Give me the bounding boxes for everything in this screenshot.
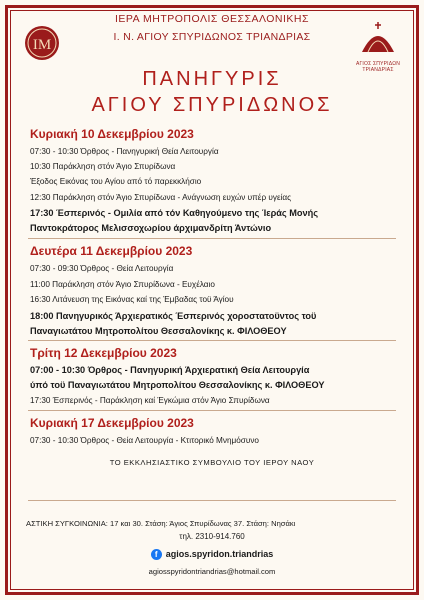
page-title: ΠΑΝΗΓΥΡΙΣ: [142, 68, 282, 90]
logo-caption-1: ΑΓΙΟΣ ΣΠΥΡΙΔΩΝ: [355, 61, 401, 67]
schedule-line: 18:00 Πανηγυρικός Άρχιερατικός Έσπερινός χοροστατοϋντος τοϋ: [30, 311, 317, 321]
phone-number: τηλ. 2310-914.760: [179, 532, 245, 541]
schedule-line: 12:30 Παράκληση στόν Άγιο Σπυρίδωνα - Ανάγνωση ευχών υπέρ υγείας: [30, 193, 292, 202]
day-heading: Τρίτη 12 Δεκεμβρίου 2023: [30, 346, 177, 360]
day-heading: Κυριακή 17 Δεκεμβρίου 2023: [30, 416, 194, 430]
schedule-line: 11:00 Παράκληση στόν Άγιο Σπυρίδωνα - Ευχέλαιο: [30, 280, 215, 289]
email-address[interactable]: agiosspyridontriandrias@hotmail.com: [148, 567, 276, 576]
schedule-line: 07:30 - 10:30 Όρθρος - Πανηγυρική Θεία Λειτουργία: [30, 147, 219, 156]
schedule-line: 10:30 Παράκληση στόν Άγιο Σπυρίδωνα: [30, 162, 176, 171]
facebook-icon: f: [151, 549, 162, 560]
logo-caption-2: ΤΡΙΑΝΔΡΙΑΣ: [362, 67, 394, 73]
schedule-line: 16:30 Λιτάνευση της Εικόνας καί της Έμβαδας τοϋ Άγίου: [30, 295, 234, 304]
transport-info: ΑΣΤΙΚΗ ΣΥΓΚΟΙΝΩΝΙΑ: 17 και 30. Στάση: Άγιος Σπυρίδωνας 37. Στάση: Νησάκι: [26, 519, 296, 528]
schedule-line: 07:30 - 09:30 Όρθρος - Θεία Λειτουργία: [30, 264, 174, 273]
schedule-line: Παντοκράτορος Μελισσοχωρίου άρχιμανδρίτη Άντώνιο: [30, 223, 272, 233]
page-subtitle: ΑΓΙΟΥ ΣΠΥΡΙΔΩΝΟΣ: [91, 94, 333, 116]
day-heading: Κυριακή 10 Δεκεμβρίου 2023: [30, 127, 194, 141]
schedule-line: 07:30 - 10:30 Όρθρος - Θεία Λειτουργία - Κτιτορικό Μνημόσυνο: [30, 436, 259, 445]
metropolis-name: ΙΕΡΑ ΜΗΤΡΟΠΟΛΙΣ ΘΕΣΣΑΛΟΝΙΚΗΣ: [115, 13, 309, 25]
metropolis-logo-icon: [24, 22, 60, 64]
day-heading: Δευτέρα 11 Δεκεμβρίου 2023: [30, 244, 193, 258]
church-name: Ι. Ν. ΑΓΙΟΥ ΣΠΥΡΙΔΩΝΟΣ ΤΡΙΑΝΔΡΙΑΣ: [113, 31, 311, 43]
schedule-line: ύπό τοϋ Παναγιωτάτου Μητροπολίτου Θεσσαλονίκης κ. ΦΙΛΟΘΕΟΥ: [30, 380, 325, 390]
divider: [28, 340, 396, 341]
svg-text:ΙΜ: ΙΜ: [32, 37, 52, 53]
schedule-line: 17:30 Έσπερινός - Ομιλία από τόν Καθηγούμενο της Ίεράς Μονής: [30, 208, 319, 218]
divider: [28, 238, 396, 239]
schedule-line: 17:30 Έσπερινός - Παράκληση καί Έγκώμια στόν Άγιο Σπυρίδωνα: [30, 396, 270, 405]
divider: [28, 410, 396, 411]
church-logo: [350, 20, 406, 72]
schedule-line: Παναγιωτάτου Μητροπολίτου Θεσσαλονίκης κ. ΦΙΛΟΘΕΟΥ: [30, 326, 287, 336]
council-signature: ΤΟ ΕΚΚΛΗΣΙΑΣΤΙΚΟ ΣΥΜΒΟΥΛΙΟ ΤΟΥ ΙΕΡΟΥ ΝΑΟΥ: [109, 458, 315, 467]
facebook-handle: agios.spyridon.triandrias: [165, 549, 274, 559]
schedule-line: Έξοδος Εικόνας του Αγίου από τό παρεκκλήσιο: [30, 177, 202, 186]
facebook-link[interactable]: [0, 549, 424, 560]
divider: [28, 500, 396, 501]
schedule-line: 07:00 - 10:30 Όρθρος - Πανηγυρική Άρχιερατική Θεία Λειτουργία: [30, 365, 310, 375]
